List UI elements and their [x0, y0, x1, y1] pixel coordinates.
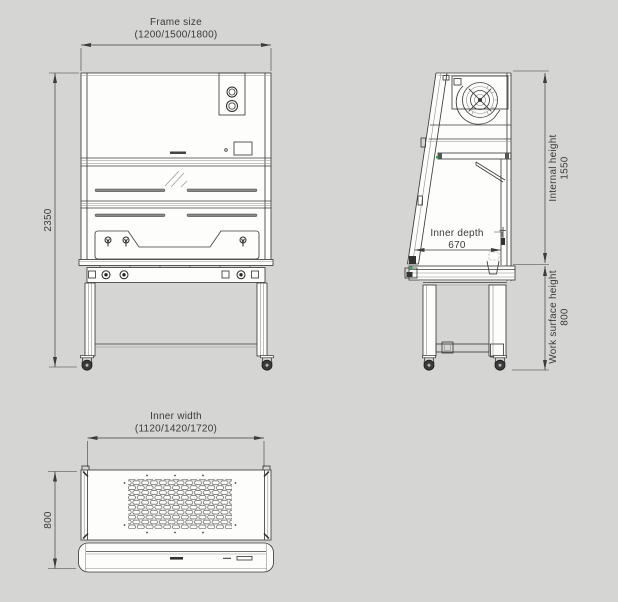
underframe-side: [423, 283, 507, 358]
frame-size-values: (1200/1500/1800): [134, 29, 218, 41]
plan-depth-dimension: [43, 472, 77, 569]
caster-icon: [423, 356, 436, 371]
control-strip: [87, 268, 265, 283]
caster-icon: [81, 356, 94, 371]
cad-marker-green: [436, 156, 438, 158]
inner-depth-value: 670: [448, 240, 466, 251]
frame-size-label: Frame size: [150, 17, 202, 28]
sash-stop: [409, 256, 416, 264]
work-surface-height-label: Work surface height: [548, 270, 559, 364]
plan-front-strip: [79, 543, 274, 572]
internal-height-dimension: [513, 71, 571, 265]
side-view: [405, 71, 571, 370]
plan-depth-value: 800: [43, 511, 54, 529]
label-plate: [170, 152, 186, 155]
underframe-front: [85, 283, 267, 356]
perforation-grid: [128, 479, 232, 529]
internal-height-label: Internal height: [548, 134, 559, 202]
cad-marker-green: [410, 267, 412, 269]
work-surface-height-dimension: [512, 266, 571, 370]
caster-icon: [261, 356, 274, 371]
inner-depth-label: Inner depth: [430, 228, 484, 239]
inner-width-label: Inner width: [150, 411, 202, 422]
internal-height-value: 1550: [559, 156, 571, 180]
work-surface-height-value: 800: [559, 308, 571, 326]
caster-icon: [494, 356, 507, 371]
total-height-dimension: [43, 73, 79, 367]
inner-width-values: (1120/1420/1720): [134, 423, 218, 435]
plan-view: [43, 411, 274, 572]
total-height-value: 2350: [43, 208, 54, 232]
front-view: [43, 17, 274, 370]
inner-width-dimension: [88, 411, 265, 467]
frame-size-dimension: [81, 17, 271, 71]
